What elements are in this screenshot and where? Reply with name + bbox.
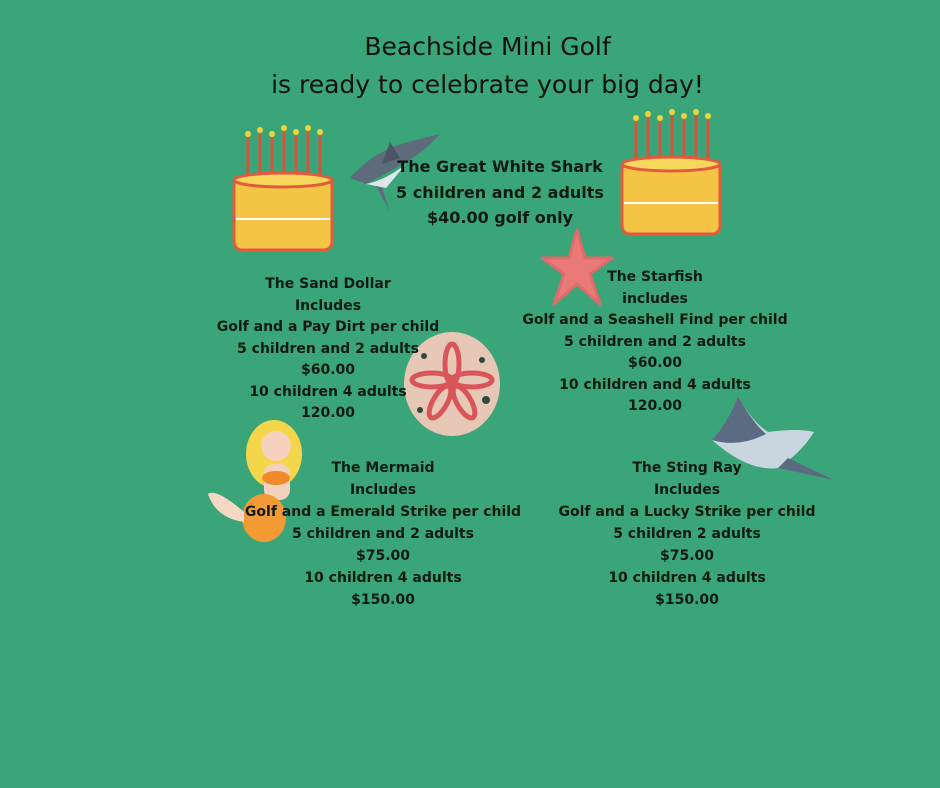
package-includes: Includes [653,482,721,498]
title-line-2: is ready to celebrate your big day! [271,70,704,99]
package-price: $75.00 [355,548,411,564]
package-includes: Includes [349,482,417,498]
package-price-large: 120.00 [300,405,356,421]
birthday-cake-icon [618,108,724,240]
package-great-white-shark [396,154,604,231]
package-group-size-large: 10 children 4 adults [304,570,462,586]
package-name: The Sand Dollar [265,276,391,292]
package-group-size-large: 10 children 4 adults [249,383,407,400]
birthday-cake-icon [230,124,336,256]
package-group-size: 5 children and 2 adults [292,526,474,542]
flyer-title [0,28,940,104]
package-group-size: 5 children 2 adults [613,526,761,542]
package-name: The Sting Ray [632,460,742,476]
title-line-1: Beachside Mini Golf [364,32,611,61]
package-group-size: 5 children and 2 adults [396,182,604,202]
package-group-size-large: 10 children and 4 adults [559,376,751,393]
package-description: Golf and a Pay Dirt per child [216,319,440,335]
package-price: $40.00 golf only [426,208,574,227]
package-group-size-large: 10 children 4 adults [608,570,766,586]
package-group-size: 5 children and 2 adults [237,340,419,357]
package-sand-dollar [217,274,439,425]
package-price: $60.00 [627,355,683,371]
package-description: Golf and a Seashell Find per child [522,312,788,328]
package-mermaid [245,457,521,611]
package-description: Golf and a Emerald Strike per child [244,504,522,520]
package-includes: Includes [294,297,362,314]
package-price-large: $150.00 [655,592,719,608]
package-group-size: 5 children and 2 adults [564,333,746,350]
package-includes: includes [622,290,688,307]
package-description: Golf and a Lucky Strike per child [558,504,816,520]
package-name: The Starfish [607,269,703,285]
package-price: $60.00 [300,362,356,378]
package-price-large: 120.00 [627,398,683,414]
package-name: The Mermaid [331,460,435,476]
package-price: $75.00 [659,548,715,564]
package-sting-ray [559,457,816,611]
package-starfish [522,267,787,418]
package-price-large: $150.00 [351,592,415,608]
package-name: The Great White Shark [397,157,603,176]
